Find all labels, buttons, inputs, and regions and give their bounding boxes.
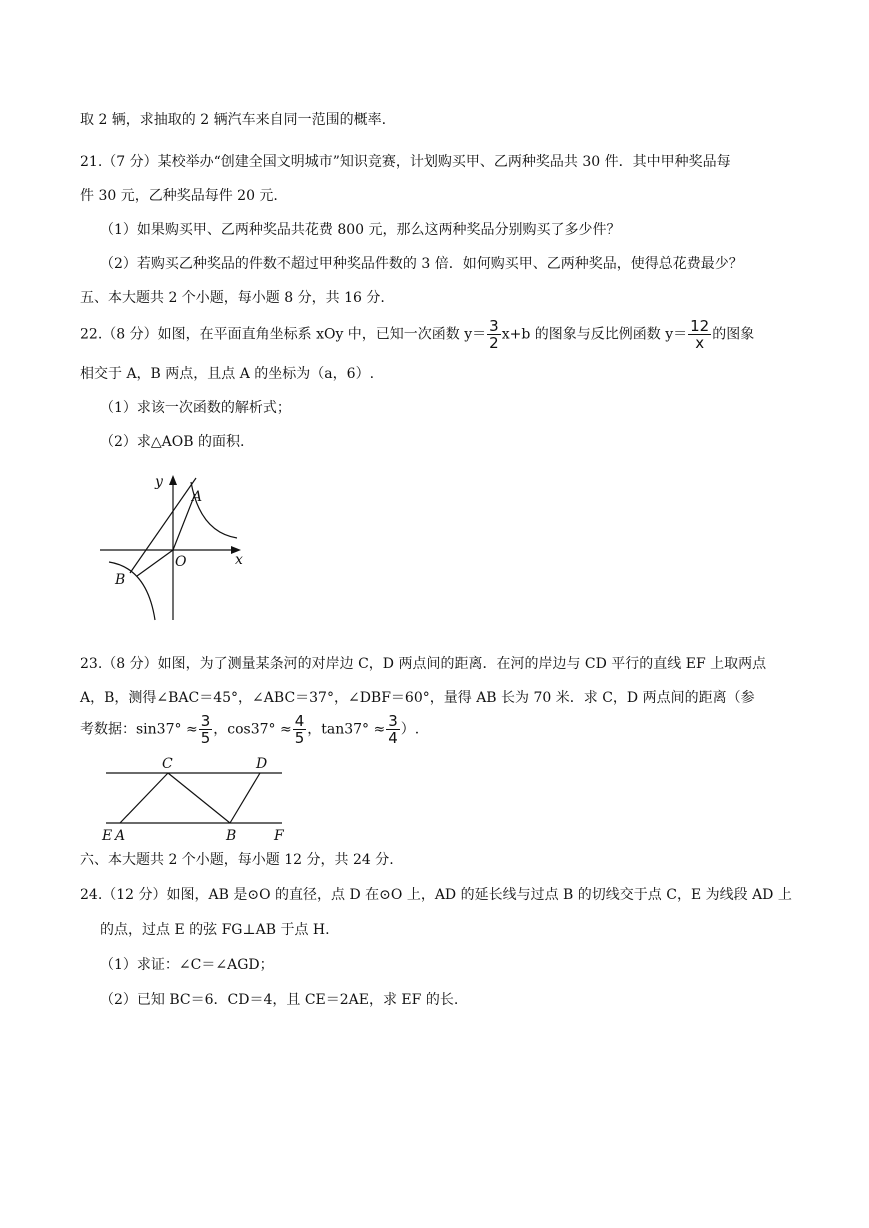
text-segment: x+b 的图象与反比例函数 y＝ — [501, 326, 688, 343]
y-axis-arrow — [169, 475, 177, 485]
question-23-reference-data — [80, 713, 419, 746]
label-A: A — [115, 828, 126, 844]
label-x: x — [235, 552, 243, 568]
label-D: D — [256, 756, 268, 772]
label-F: F — [274, 828, 284, 844]
question-21-stem: 21.（7 分）某校举办“创建全国文明城市”知识竞赛，计划购买甲、乙两种奖品共 30 件．其中甲种奖品每 — [80, 154, 731, 170]
fraction-denominator: 5 — [200, 729, 211, 747]
label-C: C — [162, 756, 173, 772]
figure-22-coordinate-graph — [95, 470, 255, 630]
question-22-part-2: （2）求△AOB 的面积. — [100, 434, 245, 450]
label-O: O — [175, 554, 187, 570]
fraction-numerator: 4 — [294, 712, 305, 730]
question-22-stem-cont: 相交于 A，B 两点，且点 A 的坐标为（a，6）. — [80, 366, 375, 382]
question-21-part-2: （2）若购买乙种奖品的件数不超过甲种奖品件数的 3 倍．如何购买甲、乙两种奖品，使得总花费最少？ — [100, 256, 743, 272]
segment-BD — [230, 773, 260, 823]
question-24-part-1: （1）求证：∠C＝∠AGD； — [100, 957, 274, 973]
segment-BC — [168, 773, 230, 823]
question-24-stem: 24.（12 分）如图，AB 是⊙O 的直径，点 D 在⊙O 上，AD 的延长线与过点 B 的切线交于点 C，E 为线段 AD 上 — [80, 887, 792, 903]
label-y: y — [155, 474, 163, 490]
fraction-denominator: 4 — [388, 729, 398, 747]
segment-AC — [120, 773, 168, 823]
text-segment: 的图象 — [712, 326, 755, 343]
text-segment: 考数据：sin37° ≈ — [80, 721, 198, 738]
question-23-stem: 23.（8 分）如图，为了测量某条河的对岸边 C，D 两点间的距离．在河的岸边与 CD 平行的直线 EF 上取两点 — [80, 656, 767, 672]
section-6-heading: 六、本大题共 2 个小题，每小题 12 分，共 24 分. — [80, 852, 394, 868]
fraction — [487, 318, 501, 351]
text-segment: ，cos37° ≈ — [213, 721, 292, 738]
question-21-stem-cont: 件 30 元，乙种奖品每件 20 元. — [80, 188, 278, 204]
fraction-denominator: x — [695, 334, 705, 352]
fraction-denominator: 5 — [294, 729, 305, 747]
text-segment: ，tan37° ≈ — [307, 721, 386, 738]
fraction-numerator: 3 — [200, 712, 211, 730]
fraction — [688, 318, 711, 351]
text-line: 取 2 辆，求抽取的 2 辆汽车来自同一范围的概率. — [80, 112, 387, 128]
section-5-heading: 五、本大题共 2 个小题，每小题 8 分，共 16 分. — [80, 290, 385, 306]
segment-OB — [137, 550, 173, 576]
label-B: B — [115, 572, 126, 588]
fraction-numerator: 3 — [388, 712, 398, 730]
label-B: B — [226, 828, 237, 844]
text-segment: ）. — [400, 721, 420, 738]
fraction — [386, 713, 400, 746]
text-segment: 22.（8 分）如图，在平面直角坐标系 xOy 中，已知一次函数 y＝ — [80, 326, 487, 343]
question-22-stem — [80, 318, 754, 351]
fraction-denominator: 2 — [489, 334, 499, 352]
fraction-numerator: 3 — [489, 317, 499, 335]
label-E: E — [102, 828, 113, 844]
label-A: A — [192, 489, 203, 505]
fraction-numerator: 12 — [690, 317, 710, 335]
fraction — [293, 713, 307, 746]
figure-23-river-diagram — [100, 752, 300, 844]
question-24-part-2: （2）已知 BC＝6．CD＝4，且 CE＝2AE，求 EF 的长. — [100, 992, 459, 1008]
fraction — [199, 713, 213, 746]
question-22-part-1: （1）求该一次函数的解析式； — [100, 400, 291, 416]
question-23-stem-cont: A，B，测得∠BAC＝45°，∠ABC＝37°，∠DBF＝60°，量得 AB 长为 70 米．求 C，D 两点间的距离（参 — [80, 690, 755, 706]
question-21-part-1: （1）如果购买甲、乙两种奖品共花费 800 元，那么这两种奖品分别购买了多少件？ — [100, 222, 621, 238]
question-24-stem-cont: 的点，过点 E 的弦 FG⊥AB 于点 H. — [100, 922, 330, 938]
